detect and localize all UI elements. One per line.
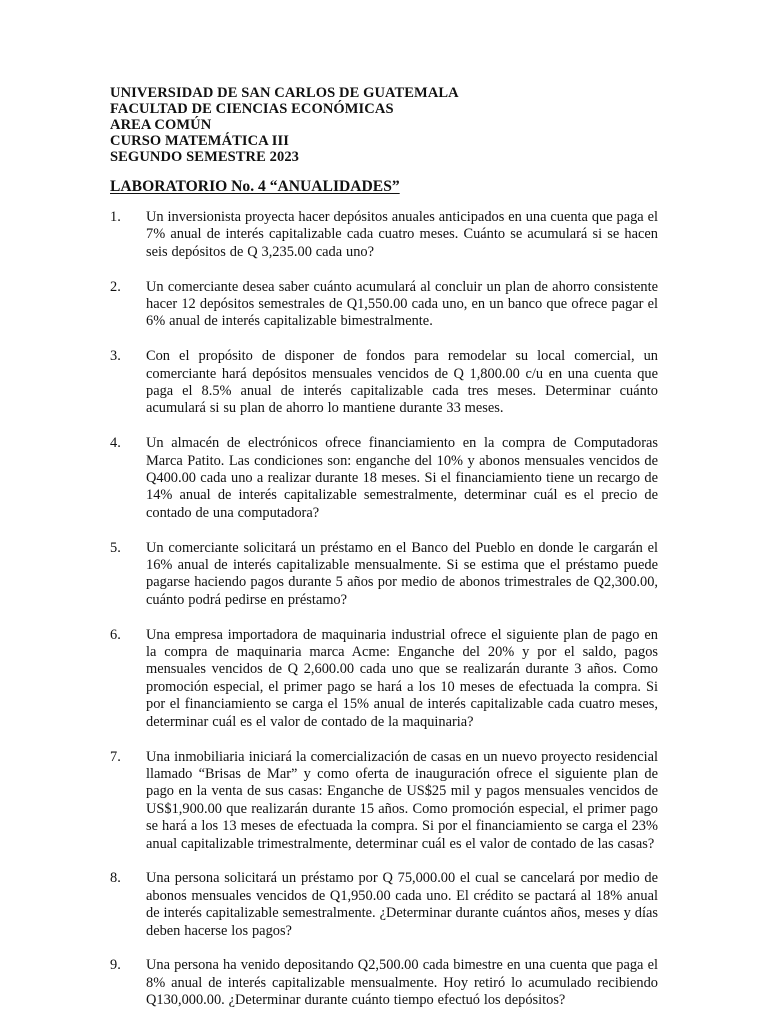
problem-text: Un inversionista proyecta hacer depósitos anuales anticipados en una cuenta que paga el 7% anual de interés capitalizable cada cuatro meses. Cuánto se acumulará si se hacen seis depósitos de Q 3,235.00 cada uno? (146, 209, 658, 260)
problem-number: 1. (110, 209, 121, 225)
document-header (110, 85, 658, 165)
problem-number: 6. (110, 626, 121, 643)
header-university: UNIVERSIDAD DE SAN CARLOS DE GUATEMALA (110, 85, 459, 101)
problem-item (110, 870, 658, 940)
problem-text: Una persona solicitará un préstamo por Q 75,000.00 el cual se cancelará por medio de abonos mensuales vencidos de Q1,950.00 cada uno. El crédito se pactará al 18% anual de interés capitalizable semestralmente. ¿Determinar durante cuántos años, meses y días deben hacerse los pagos? (146, 870, 658, 939)
problem-item (110, 540, 658, 610)
problem-list (110, 209, 658, 1010)
problem-text: Un comerciante desea saber cuánto acumulará al concluir un plan de ahorro consistente hacer 12 depósitos semestrales de Q1,550.00 cada uno, en un banco que ofrece pagar el 6% anual de interés capitalizable bimestralmente. (146, 278, 658, 330)
problem-text: Con el propósito de disponer de fondos para remodelar su local comercial, un comerciante hará depósitos mensuales vencidos de Q 1,800.00 c/u en una cuenta que paga el 8.5% anual de interés capitalizable cada tres meses. Determinar cuánto acumulará si su plan de ahorro lo mantiene durante 33 meses. (146, 348, 658, 417)
problem-item (110, 957, 658, 1009)
problem-item (110, 348, 658, 418)
problem-number: 8. (110, 870, 121, 887)
header-faculty: FACULTAD DE CIENCIAS ECONÓMICAS (110, 101, 394, 117)
problem-text: Un comerciante solicitará un préstamo en el Banco del Pueblo en donde le cargarán el 16% anual de interés capitalizable mensualmente. Si se estima que el préstamo puede pagarse haciendo pagos durante 5 años por medio de abonos trimestrales de Q2,300.00, cuánto podrá pedirse en préstamo? (146, 539, 658, 608)
problem-number: 4. (110, 435, 121, 452)
problem-text: Una persona ha venido depositando Q2,500.00 cada bimestre en una cuenta que paga el 8% anual de interés capitalizable mensualmente. Hoy retiró lo acumulado recibiendo Q130,000.00. ¿Determinar durante cuánto tiempo efectuó los depósitos? (146, 957, 658, 1009)
problem-text: Un almacén de electrónicos ofrece financiamiento en la compra de Computadoras Marca Patito. Las condiciones son: enganche del 10% y abonos mensuales vencidos de Q400.00 cada uno a realizar durante 18 meses. Si el financiamiento tiene un recargo de 14% anual de interés capitalizable semestralmente, determinar cuál es el precio de contado de una computadora? (146, 435, 658, 521)
problem-number: 3. (110, 348, 121, 365)
header-semester: SEGUNDO SEMESTRE 2023 (110, 149, 300, 165)
problem-item (110, 209, 658, 261)
problem-item (110, 627, 658, 731)
header-course: CURSO MATEMÁTICA III (110, 133, 289, 149)
problem-number: 9. (110, 957, 121, 974)
problem-text: Una empresa importadora de maquinaria industrial ofrece el siguiente plan de pago en la compra de maquinaria marca Acme: Enganche del 20% y por el saldo, pagos mensuales vencidos de Q 2,600.00 cada uno que se realizarán durante 3 años. Como promoción especial, el primer pago se hará a los 10 meses de efectuada la compra. Si por el financiamiento se carga el 15% anual de interés capitalizable cada cuatro meses, determinar cuál es el valor de contado de la maquinaria? (146, 626, 658, 730)
document-title: LABORATORIO No. 4 “ANUALIDADES” (110, 178, 400, 195)
problem-item (110, 435, 658, 522)
problem-item (110, 279, 658, 331)
problem-text: Una inmobiliaria iniciará la comercialización de casas en un nuevo proyecto residencial llamado “Brisas de Mar” y como oferta de inauguración ofrece el siguiente plan de pago en la venta de sus casas: Enganche de US$25 mil y pagos mensuales vencidos de US$1,900.00 que realizarán durante 15 años. Como promoción especial, el primer pago se hará a los 13 meses de efectuada la compra. Si por el financiamiento se carga el 23% anual capitalizable trimestralmente, determinar cuál es el valor de contado de las casas? (146, 748, 658, 852)
problem-item (110, 749, 658, 853)
header-area: AREA COMÚN (110, 117, 212, 133)
problem-number: 2. (110, 278, 121, 295)
problem-number: 7. (110, 748, 121, 765)
problem-number: 5. (110, 539, 121, 556)
